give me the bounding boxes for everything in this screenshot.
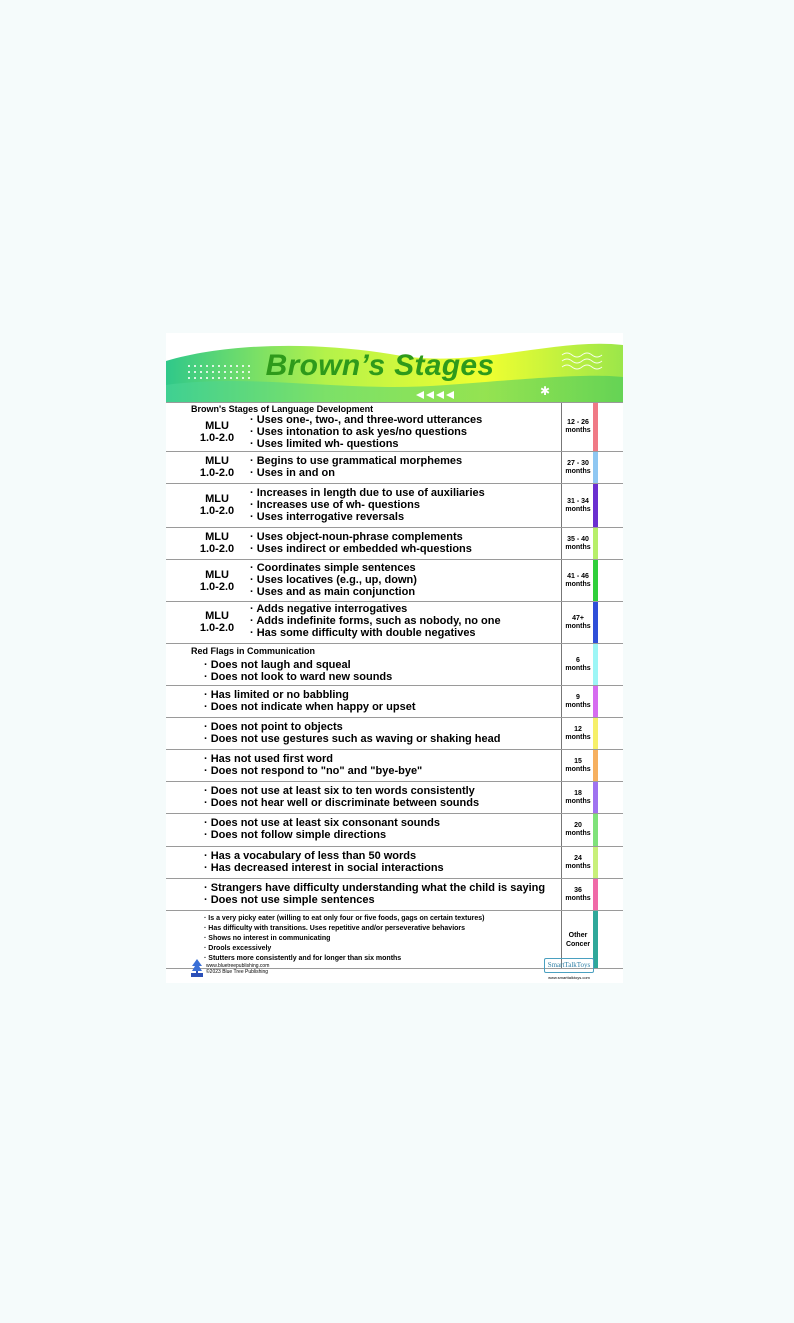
red-flag-row (166, 879, 623, 911)
red-flag-row (166, 750, 623, 782)
list-item: · Does not use at least six consonant sounds (204, 817, 440, 829)
list-item: · Drools excessively (204, 944, 484, 954)
age-label: 12 - 26 months (561, 403, 594, 451)
list-item: · Uses interrogative reversals (250, 511, 485, 523)
mlu-label: MLU 1.0-2.0 (199, 531, 235, 555)
bullet-list (204, 850, 444, 874)
mlu-label: MLU 1.0-2.0 (199, 420, 235, 444)
list-item: · Uses one-, two-, and three-word utterances (250, 414, 482, 426)
copyright: ©2023 Blue Tree Publishing (206, 969, 269, 975)
age-color-bar (593, 528, 598, 559)
bullet-list (204, 753, 422, 777)
brand-url: www.smarttalktoys.com (548, 975, 590, 980)
list-item: · Uses object-noun-phrase complements (250, 531, 472, 543)
red-flag-row (166, 686, 623, 718)
age-label: 27 - 30 months (561, 452, 594, 483)
tree-logo-icon (191, 958, 203, 977)
list-item: · Has not used first word (204, 753, 422, 765)
stage-row (166, 452, 623, 484)
list-item: · Does not laugh and squeal (204, 659, 392, 671)
age-color-bar (593, 750, 598, 781)
list-item: · Is a very picky eater (willing to eat only four or five foods, gags on certain textures) (204, 914, 484, 924)
age-label: 18 months (561, 782, 594, 813)
list-item: · Begins to use grammatical morphemes (250, 455, 462, 467)
list-item: · Does not follow simple directions (204, 829, 440, 841)
age-label: 15 months (561, 750, 594, 781)
age-color-bar (593, 403, 598, 451)
list-item: · Does not hear well or discriminate between sounds (204, 797, 479, 809)
bullet-list (204, 659, 392, 683)
list-item: · Has some difficulty with double negatives (250, 627, 501, 639)
list-item: · Has decreased interest in social interactions (204, 862, 444, 874)
age-label: Other Concer (561, 911, 594, 968)
age-color-bar (593, 814, 598, 846)
bullet-list (204, 721, 500, 745)
bullet-list (250, 414, 482, 450)
stage-row (166, 560, 623, 602)
stage-row (166, 528, 623, 560)
list-item: · Adds indefinite forms, such as nobody, no one (250, 615, 501, 627)
brown-stages-poster (166, 333, 623, 983)
section-title: Brown's Stages of Language Development (191, 404, 374, 414)
list-item: · Does not respond to "no" and "bye-bye" (204, 765, 422, 777)
age-label: 12 months (561, 718, 594, 749)
footer (166, 954, 623, 983)
age-label: 47+ months (561, 602, 594, 643)
bullet-list (204, 817, 440, 841)
section-title: Red Flags in Communication (191, 646, 316, 656)
mlu-label: MLU 1.0-2.0 (199, 569, 235, 593)
age-color-bar (593, 484, 598, 527)
list-item: · Shows no interest in communicating (204, 934, 484, 944)
list-item: · Uses indirect or embedded wh-questions (250, 543, 472, 555)
list-item: · Strangers have difficulty understanding what the child is saying (204, 882, 545, 894)
list-item: · Increases use of wh- questions (250, 499, 485, 511)
age-label: 36 months (561, 879, 594, 910)
age-label: 35 - 40 months (561, 528, 594, 559)
list-item: · Adds negative interrogatives (250, 603, 501, 615)
stage-row (166, 484, 623, 528)
red-flag-row (166, 782, 623, 814)
bullet-list (250, 562, 417, 598)
red-flag-row (166, 718, 623, 750)
stage-row (166, 602, 623, 644)
publisher-url: www.bluetreepublishing.com (206, 963, 270, 969)
svg-text:✱: ✱ (540, 384, 551, 398)
list-item: · Uses intonation to ask yes/no questions (250, 426, 482, 438)
mlu-label: MLU 1.0-2.0 (199, 455, 235, 479)
age-label: 41 - 46 months (561, 560, 594, 601)
mlu-label: MLU 1.0-2.0 (199, 493, 235, 517)
age-label: 31 - 34 months (561, 484, 594, 527)
age-label: 6 months (561, 644, 594, 685)
age-label: 20 months (561, 814, 594, 846)
age-label: 24 months (561, 847, 594, 878)
list-item: · Does not use gestures such as waving or shaking head (204, 733, 500, 745)
bullet-list (250, 531, 472, 555)
age-color-bar (593, 602, 598, 643)
age-color-bar (593, 847, 598, 878)
red-flag-row (166, 814, 623, 847)
list-item: · Does not indicate when happy or upset (204, 701, 415, 713)
age-color-bar (593, 644, 598, 685)
list-item: · Increases in length due to use of auxiliaries (250, 487, 485, 499)
brand-logo: SmartTalkToys (544, 958, 594, 973)
list-item: · Has difficulty with transitions. Uses repetitive and/or perseverative behaviors (204, 924, 484, 934)
list-item: · Coordinates simple sentences (250, 562, 417, 574)
bullet-list (250, 487, 485, 523)
age-color-bar (593, 452, 598, 483)
list-item: · Uses in and on (250, 467, 462, 479)
list-item: · Does not point to objects (204, 721, 500, 733)
age-color-bar (593, 686, 598, 717)
list-item: · Has a vocabulary of less than 50 words (204, 850, 444, 862)
stages-table (166, 402, 623, 969)
list-item: · Does not look to ward new sounds (204, 671, 392, 683)
red-flag-row (166, 644, 623, 686)
publisher-info (206, 963, 269, 975)
bullet-list (204, 882, 545, 906)
age-color-bar (593, 879, 598, 910)
bullet-list (250, 455, 462, 479)
stage-row (166, 403, 623, 452)
bullet-list (250, 603, 501, 639)
list-item: · Uses and as main conjunction (250, 586, 417, 598)
list-item: · Stutters more consistently and for longer than six months (204, 954, 484, 964)
list-item: · Uses limited wh- questions (250, 438, 482, 450)
age-label: 9 months (561, 686, 594, 717)
list-item: · Has limited or no babbling (204, 689, 415, 701)
age-color-bar (593, 782, 598, 813)
title-banner (166, 333, 623, 402)
age-color-bar (593, 560, 598, 601)
bullet-list (204, 689, 415, 713)
mlu-label: MLU 1.0-2.0 (199, 610, 235, 634)
red-flag-row (166, 847, 623, 879)
page-title: Brown’s Stages (265, 349, 495, 382)
list-item: · Does not use at least six to ten words consistently (204, 785, 479, 797)
list-item: · Uses locatives (e.g., up, down) (250, 574, 417, 586)
list-item: · Does not use simple sentences (204, 894, 545, 906)
age-color-bar (593, 718, 598, 749)
bullet-list (204, 785, 479, 809)
